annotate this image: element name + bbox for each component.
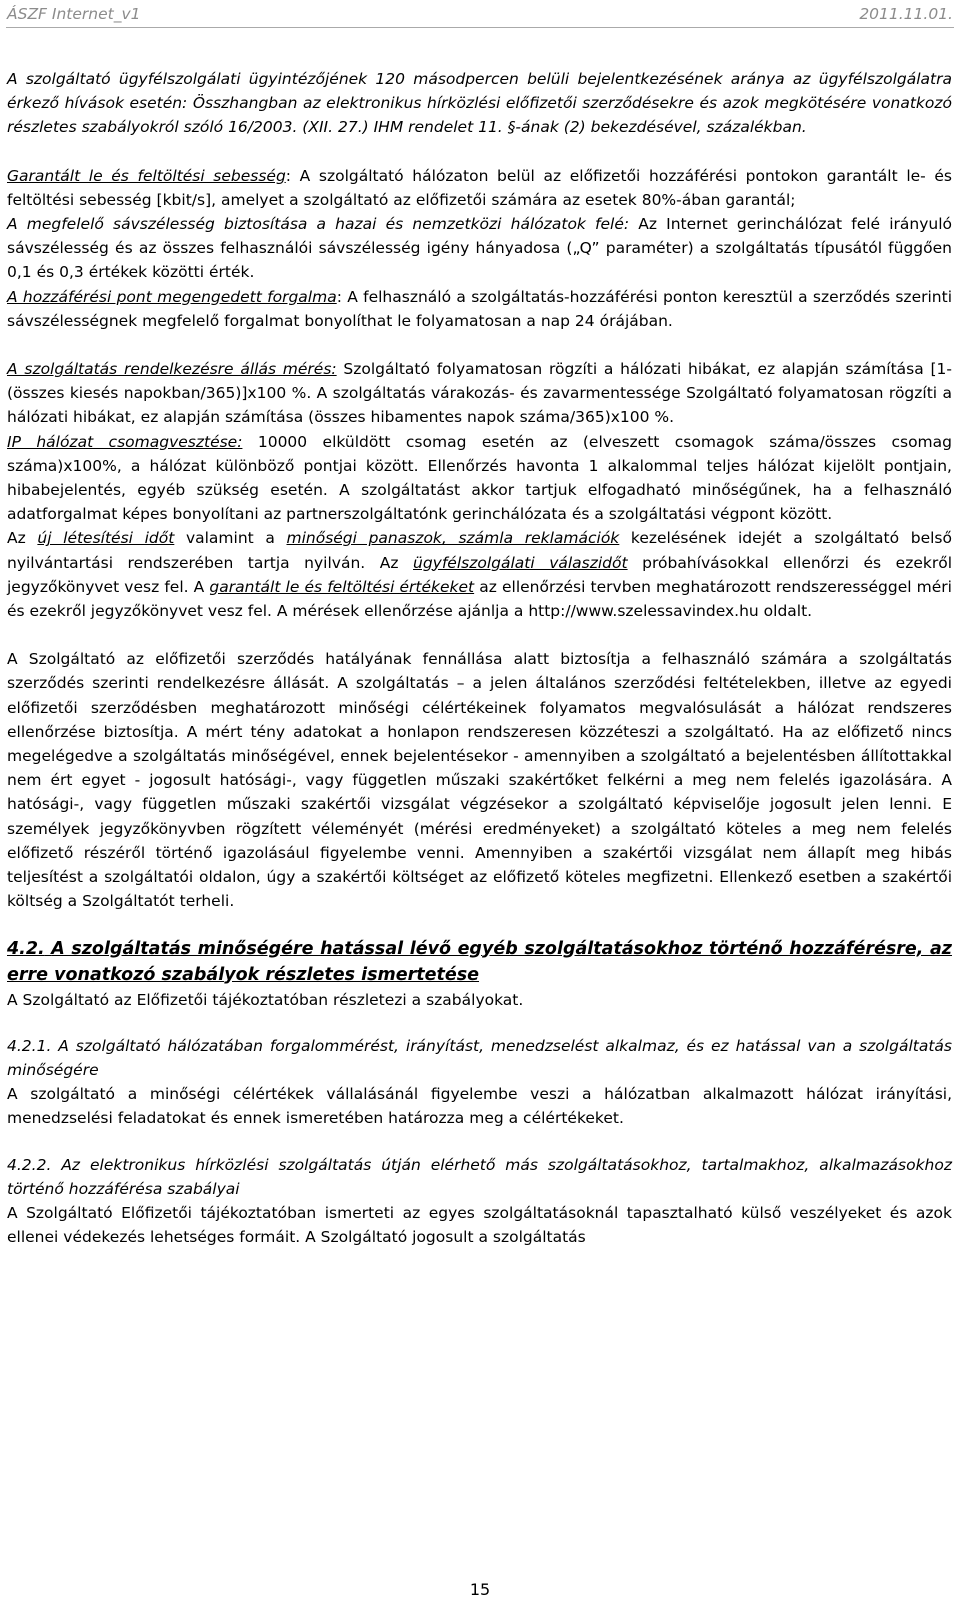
term-quality-complaints: minőségi panaszok, számla reklamációk — [286, 529, 620, 548]
subsection-heading-4-2-2 — [7, 1153, 952, 1201]
term-bandwidth: A megfelelő sávszélesség biztosítása a hazai és nemzetközi hálózatok felé: — [7, 215, 630, 234]
term-guaranteed-speed: Garantált le és feltöltési sebesség — [7, 166, 286, 185]
text-segment: valamint a — [174, 529, 287, 548]
text-segment: kezelésének idejét a szolgáltató belső nyilvántartási rendszerében tartja nyilván. Az — [7, 529, 952, 572]
page-number: 15 — [469, 1580, 491, 1599]
paragraph-access-traffic — [7, 285, 952, 333]
paragraph-packet-loss — [7, 430, 952, 527]
section-title: A szolgáltatás minőségére hatással lévő egyéb szolgáltatásokhoz történő hozzáférésre, az erre vonatkozó szabályok részletes ismertetése — [7, 938, 952, 985]
header-date: 2011.11.01. — [859, 5, 953, 23]
text-packet-loss: 10000 elküldött csomag esetén az (elveszett csomagok száma/összes csomag száma)x100%, a hálózat különböző pontjai között. Ellenőrzés havonta 1 alkalommal teljes hálózat kijelölt pontjain, hibabejelentés, egyéb szükség esetén. A szolgáltatást akkor tartjuk elfogadható minőségűnek, ha a felhasználó adatforgalmat képes bonyolítani az partnerszolgáltatónk gerinchálózata és a szolgáltatási végpont között. — [7, 432, 952, 524]
text-access-traffic: : A felhasználó a szolgáltatás-hozzáférési ponton keresztül a szerződés szerinti sávszélességnek megfelelő forgalmat bonyolíthat le folyamatosan a nap 24 órájában. — [7, 287, 952, 330]
text-guaranteed-speed: : A szolgáltató hálózaton belül az előfizetői hozzáférési pontokon garantált le- és feltöltési sebesség [kbit/s], amelyet a szolgáltató az előfizetői számára az esetek 80%-ában garantál; — [7, 166, 952, 209]
term-packet-loss: IP hálózat csomagvesztése: — [7, 432, 243, 451]
paragraph-rules: A Szolgáltató az Előfizetői tájékoztatóban részletezi a szabályokat. — [7, 990, 524, 1009]
section-heading-4-2 — [7, 936, 952, 988]
text-segment: Az — [7, 529, 38, 548]
section-number: 4.2. — [7, 938, 45, 959]
page-content — [7, 67, 952, 1249]
paragraph-measurements — [7, 526, 952, 623]
header-rule — [6, 27, 954, 28]
subsection-number: 4.2.2. — [7, 1155, 52, 1174]
text-availability: Szolgáltató folyamatosan rögzíti a hálózati hibákat, ez alapján számítása [1-(összes kiesés napokban/365)]x100 %. A szolgáltatás várakozás- és zavarmentessége Szolgáltató folyamatosan rögzíti a hálózati hibákat, ez alapján számítása (összes hibamentes napok száma/365)x100 %. — [7, 360, 952, 427]
paragraph-guaranteed-speed — [7, 164, 952, 212]
paragraph-service-availability: A Szolgáltató az előfizetői szerződés hatályának fennállása alatt biztosítja a felhasználó számára a szolgáltatás szerződés szerinti rendelkezésre állását. A szolgáltatás – a jelen általános szerződési feltételekben, illetve az egyedi előfizetői szerződésben meghatározott minőségi célértékeinek folyamatos megvalósulását a hálózat rendszeres ellenőrzése biztosítja. A mért tény adatokat a honlapon rendszeresen közzéteszi a szolgáltató. Ha az előfizető nincs megelégedve a szolgáltatás minőségével, ennek bejelentésekor - amennyiben a szolgáltató a bejelentésben állítottakkal nem ért egyet - jogosult hatósági-, vagy független műszaki szakértőket felkérni a meg nem felelés igazolására. A hatósági-, vagy független műszaki szakértői vizsgálat végzésekor a szolgáltató képviselője jogosult jelen lenni. E személyek jegyzőkönyvben rögzített véleményét (mérési eredményeket) a szolgáltató köteles a meg nem felelés előfizető részéről történő igazolásául figyelembe venni. Amennyiben a szakértői vizsgálat nem állapít meg hibás teljesítést a szolgáltatói oldalon, úgy a szakértői költséget az előfizető köteles megfizetni. Ellenkező esetben a szakértői költség a Szolgáltatót terheli. — [7, 650, 952, 911]
text-segment: az ellenőrzési tervben meghatározott rendszerességgel méri és ezekről jegyzőkönyvet vesz fel. A mérések ellenőrzése ajánlja a http://www.szelessavindex.hu oldalt. — [7, 577, 952, 621]
header-title: ÁSZF Internet_v1 — [7, 5, 141, 23]
subsection-number: 4.2.1. — [7, 1036, 52, 1055]
term-availability: A szolgáltatás rendelkezésre állás mérés: — [7, 360, 337, 379]
paragraph-availability — [7, 357, 952, 430]
paragraph-callcenter-ratio: A szolgáltató ügyfélszolgálati ügyintézőjének 120 másodpercen belüli bejelentkezésének aránya az ügyfélszolgálatra érkező hívások esetén: Összhangban az elektronikus hírközlési előfizetői szerződésekre és azok megkötésére vonatkozó részletes szabályokról szóló 16/2003. (XII. 27.) IHM rendelet 11. §-ának (2) bekezdésével, százalékban. — [7, 70, 952, 137]
text-bandwidth: Az Internet gerinchálózat felé irányuló sávszélesség és az összes felhasználói sávszélesség igény hányadosa („Q” paraméter) a szolgáltatás típusától függően 0,1 és 0,3 értékek közötti érték. — [7, 215, 953, 282]
term-new-setup-time: új létesítési időt — [37, 529, 175, 548]
subsection-title: A szolgáltató hálózatában forgalommérést, irányítást, menedzselést alkalmaz, és ez hatással van a szolgáltatás minőségére — [7, 1036, 952, 1079]
subsection-title: Az elektronikus hírközlési szolgáltatás útján elérhető más szolgáltatásokhoz, tartalmakhoz, alkalmazásokhoz történő hozzáférésa szabályai — [7, 1155, 952, 1198]
text-segment: próbahívásokkal ellenőrzi és ezekről jegyzőkönyvet vesz fel. A — [7, 553, 953, 596]
subsection-heading-4-2-1 — [7, 1034, 952, 1082]
paragraph-traffic-management: A szolgáltató a minőségi célértékek vállalásánál figyelembe veszi a hálózatban alkalmazott hálózat irányítási, menedzselési feladatokat és ennek ismeretében határozza meg a célértékeket. — [7, 1085, 952, 1128]
term-guaranteed-values: garantált le és feltöltési értékeket — [209, 577, 475, 596]
page-header — [7, 2, 953, 30]
paragraph-bandwidth — [7, 212, 952, 285]
term-access-traffic: A hozzáférési pont megengedett forgalma — [7, 287, 337, 306]
paragraph-external-threats: A Szolgáltató Előfizetői tájékoztatóban ismerteti az egyes szolgáltatásoknál tapasztalható külső veszélyeket és azok ellenei védekezés lehetséges formáit. A Szolgáltató jogosult a szolgáltatás — [7, 1203, 952, 1247]
term-response-time: ügyfélszolgálati válaszidőt — [413, 553, 628, 572]
